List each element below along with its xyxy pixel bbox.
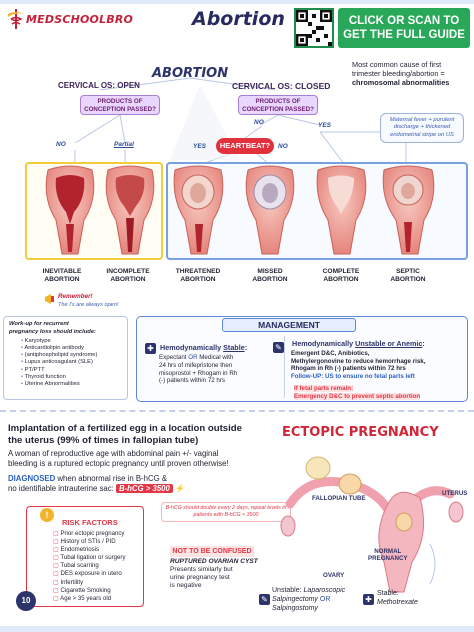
no-label-heartbeat: NO xyxy=(278,143,288,150)
yes-label-closed: YES xyxy=(318,122,332,129)
risk-item: ▢ Tubal ligation or surgery xyxy=(53,554,126,562)
workup-title1: Work-up for recurrent xyxy=(9,321,69,327)
pill-icon: ✚ xyxy=(145,343,156,354)
uterus-threatened-icon xyxy=(174,166,223,254)
fallopian-tube-label: FALLOPIAN TUBE xyxy=(312,495,366,502)
workup-item: • Thyroid function xyxy=(21,374,122,381)
risk-item: ▢ Tubal scarring xyxy=(53,562,99,570)
risk-item: ▢ Age > 35 years old xyxy=(53,594,112,602)
label-missed: MISSED ABORTION xyxy=(252,268,288,283)
workup-item: • Lupus anticoagulant (SLE) xyxy=(21,359,122,366)
recurrent-loss-workup xyxy=(3,316,128,400)
ectopic-unstable-treatment: Unstable: Laparoscopic Salpingectomy OR Salpingostomy xyxy=(272,587,346,612)
label-septic: SEPTIC ABORTION xyxy=(390,268,426,283)
products-passed-question-closed: PRODUCTS OF CONCEPTION PASSED? xyxy=(238,95,318,115)
uterus-illustrations xyxy=(0,164,474,260)
fact-bold: chromosomal abnormalities xyxy=(352,78,450,87)
yes-label-heartbeat: YES xyxy=(193,143,207,150)
no-label-closed: NO xyxy=(254,119,264,126)
products-passed-question-open: PRODUCTS OF CONCEPTION PASSED? xyxy=(80,95,160,115)
label-inevitable: INEVITABLE ABORTION xyxy=(42,268,82,283)
ectopic-diagnosis: DIAGNOSED when abnormal rise in B-hCG & no identifiable intrauterine sac: B-hCG > 3500 ⚡ xyxy=(8,474,185,493)
unstable-heading: Hemodynamically Unstable or Anemic: xyxy=(292,339,425,348)
uterus-complete-icon xyxy=(317,166,366,254)
page-title: Abortion xyxy=(192,8,285,30)
label-incomplete: INCOMPLETE ABORTION xyxy=(106,268,150,283)
stable-treatment: Expectant OR Medical with 24 hrs of mifepristone then misoprostol + Rhogam in Rh (-) patients within 72 hrs xyxy=(159,354,238,385)
fact-line2: trimester bleeding/abortion = xyxy=(352,69,445,78)
workup-item: • Uterine Abnormalities xyxy=(21,381,122,388)
logo-text: MEDSCHOOLBRO xyxy=(26,13,134,26)
os-open-label: CERVICAL OS: OPEN xyxy=(58,81,140,90)
warning-icon: ! xyxy=(40,508,54,522)
reproductive-anatomy-illustration xyxy=(280,444,474,594)
pill-icon: ✚ xyxy=(363,594,374,605)
management-title: MANAGEMENT xyxy=(222,318,356,332)
hcg-note: B-hCG should double every 2 days, repeat levels in patients with B-hCG < 3500 xyxy=(161,502,291,522)
label-threatened: THREATENED ABORTION xyxy=(175,268,221,283)
risk-item: ▢ DES exposure in utero xyxy=(53,570,122,578)
workup-item: • Anticardiolipin antibody xyxy=(21,345,122,352)
ectopic-stable-treatment: Stable: Methotrexate xyxy=(377,590,418,606)
maternal-fever-note: Maternal fever + purulent discharge + thickened endometrial stripe on US xyxy=(380,113,464,143)
heartbeat-question: HEARTBEAT? xyxy=(216,138,274,154)
workup-title2: pregnancy loss should include: xyxy=(9,329,96,336)
page-number: 10 xyxy=(16,591,36,611)
megaphone-icon xyxy=(44,292,56,306)
not-confused-text: RUPTURED OVARIAN CYST Presents similarly but urine pregnancy test is negative xyxy=(170,558,258,589)
uterus-label: UTERUS xyxy=(442,490,468,497)
cta-line2: GET THE FULL GUIDE xyxy=(343,29,465,41)
fact-line1: Most common cause of first xyxy=(352,60,442,69)
ectopic-definition: Implantation of a fertilized egg in a location outside the uterus (99% of times in fallopian tube) xyxy=(8,423,242,446)
ectopic-pregnancy-title: ECTOPIC PREGNANCY xyxy=(282,425,439,440)
no-label-open: NO xyxy=(56,141,66,148)
uterus-incomplete-icon xyxy=(106,166,154,254)
workup-item: • Karyotype xyxy=(21,338,122,345)
unstable-treatment: Emergent D&C, Anibiotics, Methylergonovine to reduce hemorrhage risk, Rhogam in Rh (-) patients within 72 hrs Follow-UP: US to ensure no fetal parts left xyxy=(291,350,426,380)
remember-title: Remember! xyxy=(58,293,93,300)
bottom-bar xyxy=(0,626,474,632)
fetal-parts-warning: If fetal parts remain: Emergency D&C to prevent septic abortion xyxy=(294,385,421,400)
abortion-heading: ABORTION xyxy=(152,66,229,81)
not-confused-title: NOT TO BE CONFUSED xyxy=(170,546,254,557)
uterus-missed-icon xyxy=(246,166,294,254)
os-closed-label: CERVICAL OS: CLOSED xyxy=(232,81,331,91)
risk-item: ▢ Cigarette Smoking xyxy=(53,586,111,594)
workup-item: • PT/PTT xyxy=(21,367,122,374)
workup-list xyxy=(9,338,122,389)
remember-text: The I's are always open! xyxy=(58,302,119,308)
uterus-septic-icon xyxy=(383,166,434,254)
stable-heading: Hemodynamically Stable: xyxy=(160,343,248,352)
risk-item: ▢ History of STIs / PID xyxy=(53,538,116,546)
scalpel-icon: ✎ xyxy=(273,342,284,353)
risk-item: ▢ Prior ectopic pregnancy xyxy=(53,530,125,537)
cta-line1: CLICK OR SCAN TO xyxy=(348,15,460,27)
workup-item: • (antiphospholipid syndrome) xyxy=(21,352,122,359)
risk-factors-list xyxy=(53,530,126,603)
ectopic-warning: A woman of reproductive age with abdominal pain +/- vaginal bleeding is a ruptured ectopic pregnancy until proven otherwise! xyxy=(8,449,229,468)
risk-item: ▢ Endometriosis xyxy=(53,546,100,554)
ovary-label: OVARY xyxy=(323,572,345,579)
section-divider xyxy=(0,410,474,412)
management-divider xyxy=(284,336,285,398)
risk-factors-title: RISK FACTORS xyxy=(62,518,118,527)
scalpel-icon: ✎ xyxy=(259,594,270,605)
uterus-inevitable-icon xyxy=(46,166,94,254)
risk-item: ▢ Infertility xyxy=(53,578,84,586)
normal-pregnancy-label: NORMAL PREGNANCY xyxy=(368,548,408,562)
partial-label: Partial xyxy=(114,141,134,148)
label-complete: COMPLETE ABORTION xyxy=(322,268,360,283)
